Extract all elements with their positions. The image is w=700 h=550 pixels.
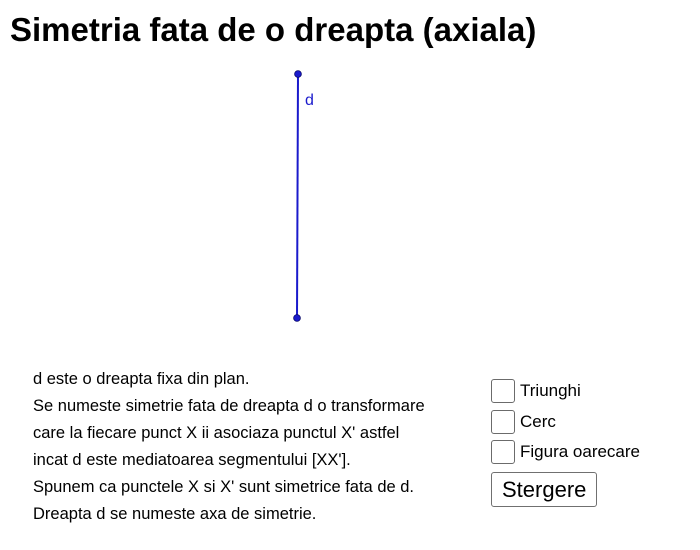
line-endpoint-top[interactable] [295,71,302,78]
figure-options [491,376,640,468]
line-label-d: d [305,92,314,109]
checkbox-label: Figura oarecare [520,442,641,462]
description-line: Spunem ca punctele X si X' sunt simetrice fata de d. [33,478,415,496]
description-line: d este o dreapta fixa din plan. [33,370,250,388]
checkbox-label: Triunghi [520,381,581,401]
checkbox-triunghi[interactable] [491,376,640,407]
checkbox-box[interactable] [491,410,515,434]
checkbox-box[interactable] [491,379,515,403]
description-line: incat d este mediatoarea segmentului [XX']. [33,451,351,469]
description-line: care la fiecare punct X ii asociaza punctul X' astfel [33,424,400,442]
page-title: Simetria fata de o dreapta (axiala) [10,11,537,48]
checkbox-figura-oarecare[interactable] [491,437,640,468]
checkbox-box[interactable] [491,440,515,464]
line-endpoint-bottom[interactable] [294,315,301,322]
checkbox-label: Cerc [520,411,556,431]
checkbox-cerc[interactable] [491,407,640,438]
stergere-button[interactable]: Stergere [491,472,597,507]
description-text [33,366,425,528]
description-line: Dreapta d se numeste axa de simetrie. [33,505,317,523]
description-line: Se numeste simetrie fata de dreapta d o transformare [33,397,425,415]
symmetry-axis-line[interactable] [297,74,298,318]
